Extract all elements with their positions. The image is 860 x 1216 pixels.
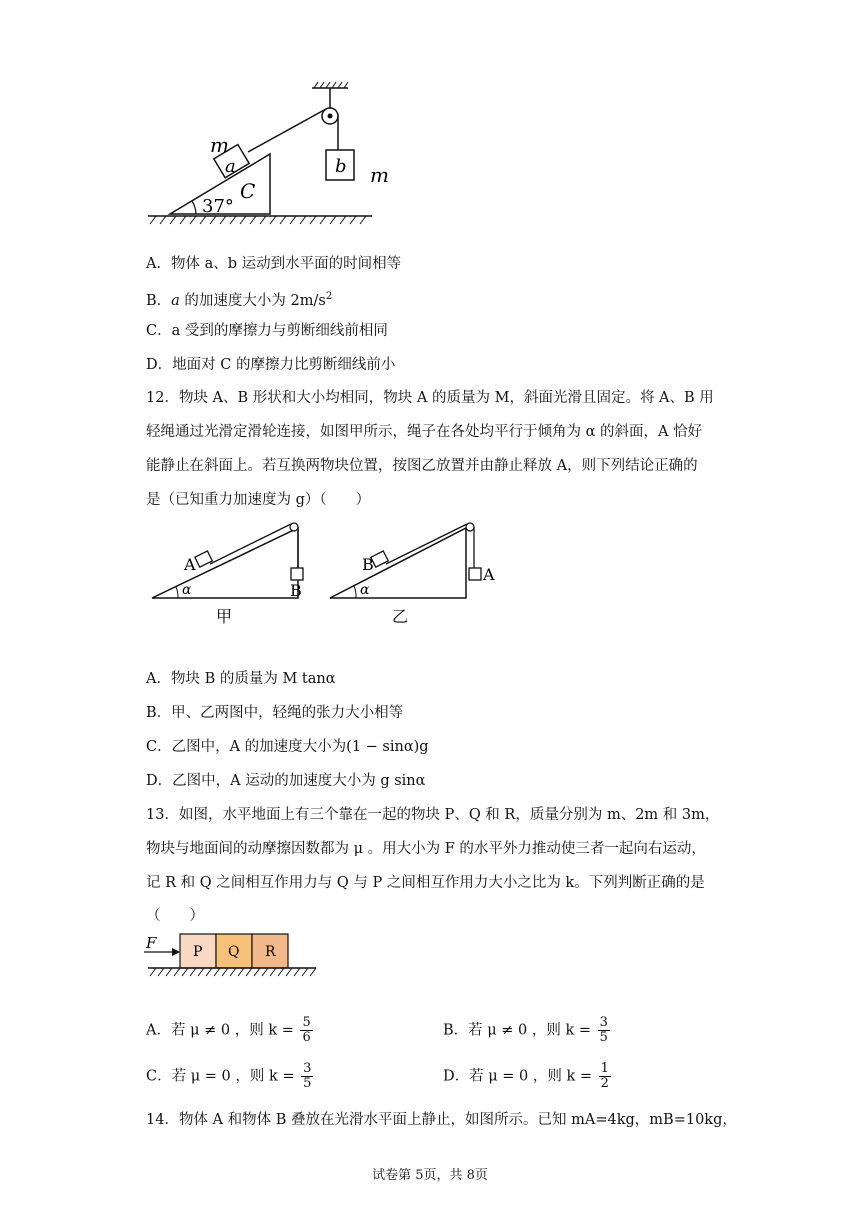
q13-option-a-den: 6 [302,1030,311,1045]
q12-stem-line3: 能静止在斜面上。若互换两物块位置，按图乙放置并由静止释放 A，则下列结论正确的 [146,458,698,474]
jia-label-hang-block: B [290,581,302,600]
figure-incline-pulley-q11 [140,80,390,230]
jia-label-top-block: A [184,555,196,574]
q13-option-c-fraction [301,1062,313,1091]
q13-option-b-den: 5 [599,1030,608,1045]
q13-option-a-num: 5 [302,1015,311,1030]
q13-option-c-prefix: C．若 μ = 0 ，则 k = [146,1068,295,1085]
q13-option-c-den: 5 [303,1076,312,1091]
q12-option-d: D．乙图中，A 运动的加速度大小为 g sinα [146,773,426,789]
q13-option-d-fraction [599,1062,611,1091]
q12-option-b: B．甲、乙两图中，轻绳的张力大小相等 [146,705,404,721]
q11-option-b-var: a [171,292,180,309]
q12-stem-line1: 12．物块 A、B 形状和大小均相同，物块 A 的质量为 M，斜面光滑且固定。将 A、B 用 [146,390,714,406]
label-block-R: R [265,944,276,960]
q13-option-b [443,1016,610,1045]
q13-option-b-num: 3 [599,1015,608,1030]
jia-caption: 甲 [216,607,233,626]
label-angle-37: 37° [202,196,234,217]
q11-option-c: C．a 受到的摩擦力与剪断细线前相同 [146,323,388,339]
q13-option-a-prefix: A．若 μ ≠ 0 ，则 k = [146,1022,294,1039]
q13-stem-line2: 物块与地面间的动摩擦因数都为 μ 。用大小为 F 的水平外力推动使三者一起向右运动， [146,841,706,857]
q11-option-b-value: 2m/s [290,292,326,309]
q13-option-a-fraction [300,1016,312,1045]
q13-stem-line4: （ ） [146,908,204,924]
label-m-right: m [370,163,389,187]
yi-label-hang-block: A [483,565,495,584]
label-m-left: m [210,133,229,157]
q11-option-b-text: 的加速度大小为 [179,292,291,309]
label-block-b: b [335,156,347,177]
q13-option-a [146,1016,313,1045]
q13-option-c-num: 3 [303,1061,312,1076]
figure-jia-q12 [148,518,318,630]
page-footer: 试卷第 5页，共 8页 [372,1168,488,1183]
q13-option-d-den: 2 [600,1076,609,1091]
q13-option-c [146,1062,313,1091]
jia-label-angle: α [182,582,192,598]
yi-label-top-block: B [362,555,374,574]
q13-option-d [443,1062,611,1091]
q13-option-b-fraction [598,1016,610,1045]
q11-option-b [146,287,332,311]
q11-option-a: A．物体 a、b 运动到水平面的时间相等 [146,256,402,272]
q13-option-d-num: 1 [600,1061,609,1076]
yi-label-angle: α [360,582,370,598]
q13-stem-line1: 13．如图，水平地面上有三个靠在一起的物块 P、Q 和 R，质量分别为 m、2m 和 3m， [146,807,720,823]
label-block-a: a [225,156,236,177]
label-incline-C: C [240,179,256,203]
q13-stem-line3: 记 R 和 Q 之间相互作用力与 Q 与 P 之间相互作用力大小之比为 k。下列判断正确的是 [146,875,705,891]
figure-yi-q12 [326,518,506,630]
q13-option-b-prefix: B．若 μ ≠ 0 ，则 k = [443,1022,592,1039]
label-block-P: P [193,944,203,960]
q11-option-d: D．地面对 C 的摩擦力比剪断细线前小 [146,357,396,373]
label-force-F: F [146,934,157,952]
label-block-Q: Q [228,944,240,960]
q13-option-d-prefix: D．若 μ = 0 ，则 k = [443,1068,593,1085]
q12-stem-line2: 轻绳通过光滑定滑轮连接，如图甲所示，绳子在各处均平行于倾角为 α 的斜面，A 恰好 [146,424,703,440]
q12-stem-line4: 是（已知重力加速度为 g）（ ） [146,492,371,508]
figure-blocks-pqr-q13 [142,928,322,980]
q14-stem-line1: 14．物体 A 和物体 B 叠放在光滑水平面上静止，如图所示。已知 mA=4kg，mB=10kg， [146,1112,737,1128]
q12-option-c: C．乙图中，A 的加速度大小为(1 − sinα)g [146,739,429,755]
q11-option-b-prefix: B． [146,292,172,309]
q12-option-a: A．物块 B 的质量为 M tanα [146,671,336,687]
yi-caption: 乙 [392,607,409,626]
q11-option-b-exp: 2 [325,291,333,302]
